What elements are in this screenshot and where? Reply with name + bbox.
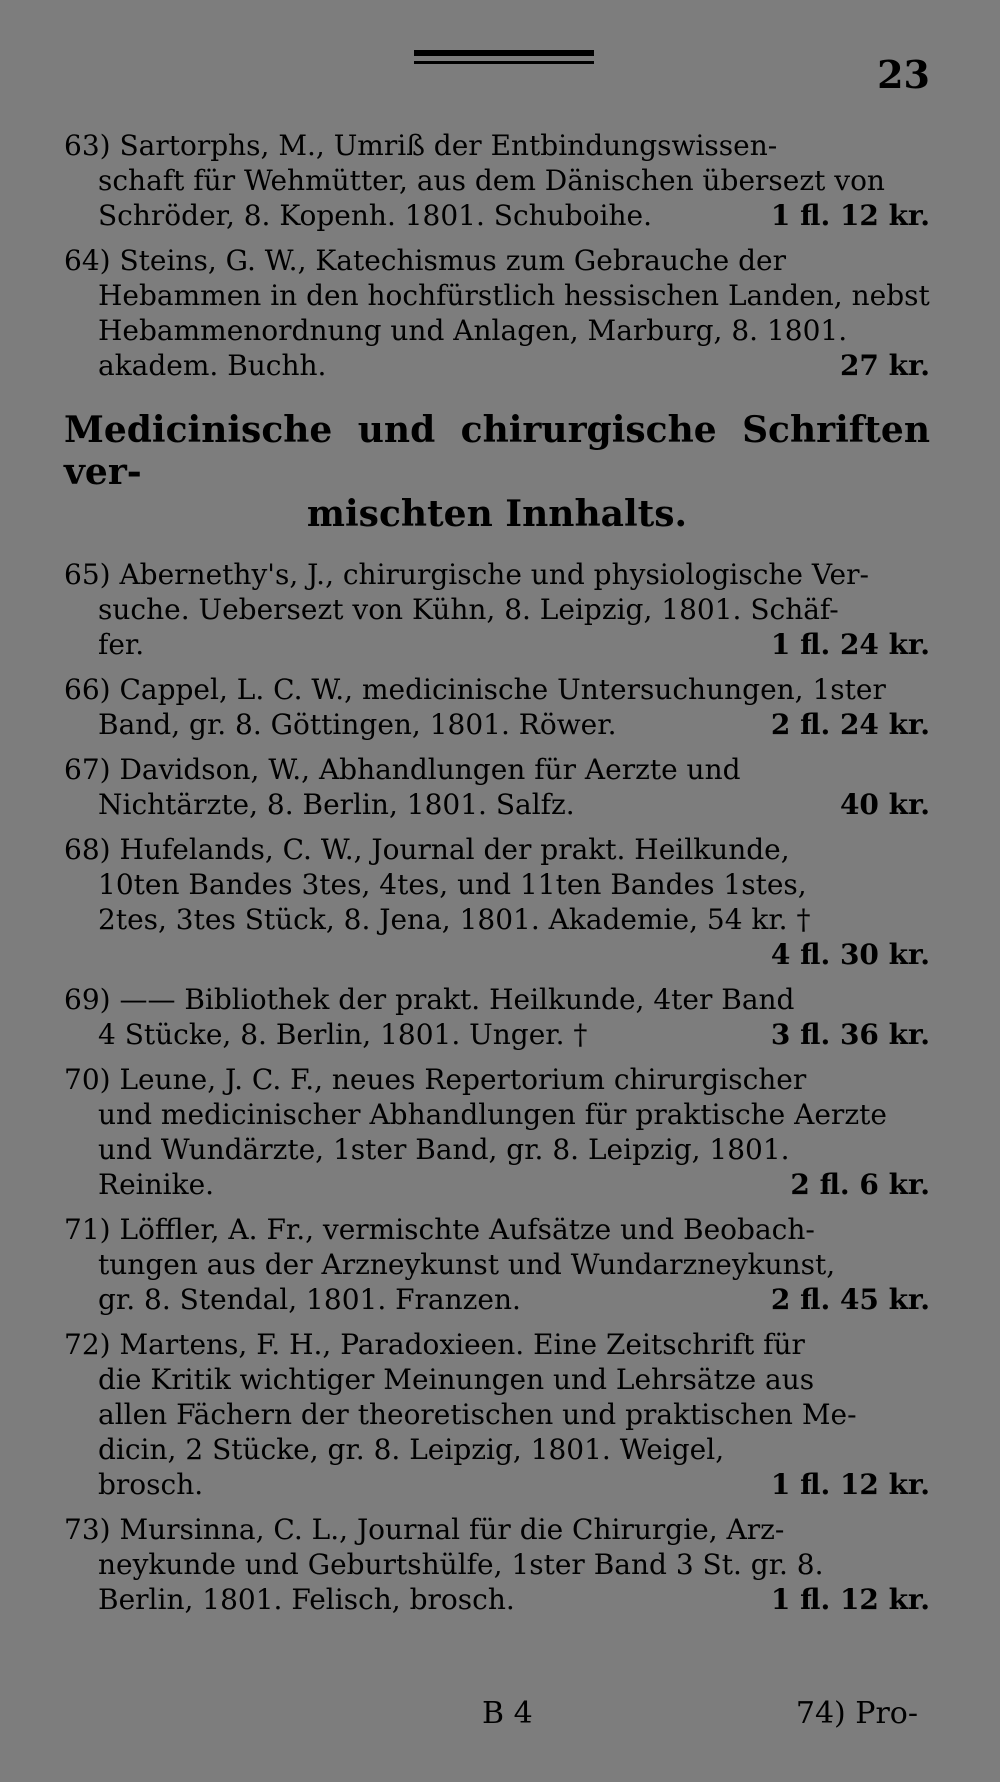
entry-publisher: fer. [98,628,145,661]
entry-line: Hebammenordnung und Anlagen, Marburg, 8. 1801. [98,314,848,347]
entry-last-line [64,1167,930,1202]
entry-publisher: Schröder, 8. Kopenh. 1801. Schuboihe. [98,199,652,232]
header-rule [414,50,594,64]
entry-last-line [64,707,930,742]
entry-line: 72) Martens, F. H., Paradoxieen. Eine Zeitschrift für [64,1328,805,1361]
bibliography-entry [64,982,930,1052]
bibliography-entry [64,1062,930,1202]
entry-price: 40 kr. [839,788,930,821]
section-heading-line-2: mischten Innhalts. [306,493,688,535]
entry-line: und medicinischer Abhandlungen für praktische Aerzte [98,1098,887,1131]
bibliography-entry [64,672,930,742]
entry-price: 2 fl. 45 kr. [770,1283,930,1316]
entry-line: 68) Hufelands, C. W., Journal der prakt. Heilkunde, [64,833,790,866]
entry-price: 2 fl. 6 kr. [790,1168,930,1201]
entry-last-line [64,1017,930,1052]
entry-publisher: Berlin, 1801. Felisch, brosch. [98,1583,515,1616]
entry-publisher: Nichtärzte, 8. Berlin, 1801. Salfz. [98,788,575,821]
entry-publisher: Band, gr. 8. Göttingen, 1801. Röwer. [98,708,617,741]
entry-last-line [64,1582,930,1617]
entry-line: neykunde und Geburtshülfe, 1ster Band 3 St. gr. 8. [98,1548,824,1581]
bibliography-entry [64,243,930,383]
entry-line: tungen aus der Arzneykunst und Wundarzneykunst, [98,1248,836,1281]
entry-publisher: Reinike. [98,1168,215,1201]
entry-last-line [64,198,930,233]
entry-last-line [64,937,930,972]
entry-price: 1 fl. 24 kr. [770,628,930,661]
section-heading-line-1: Medicinische und chirurgische Schriften ver- [64,409,930,493]
entry-line: 2tes, 3tes Stück, 8. Jena, 1801. Akademie, 54 kr. † [98,903,811,936]
entry-last-line [64,348,930,383]
entry-line: 66) Cappel, L. C. W., medicinische Untersuchungen, 1ster [64,673,886,706]
entry-price: 1 fl. 12 kr. [770,199,930,232]
entry-price: 4 fl. 30 kr. [770,938,930,971]
bibliography-entry [64,1212,930,1317]
entry-price: 3 fl. 36 kr. [770,1018,930,1051]
entry-last-line [64,1282,930,1317]
page-footer [0,1696,1000,1736]
entry-price: 2 fl. 24 kr. [770,708,930,741]
entry-line: suche. Uebersezt von Kühn, 8. Leipzig, 1801. Schäf- [98,593,839,626]
bibliography-entry [64,752,930,822]
bibliography-entry [64,557,930,662]
entries-bottom [64,557,930,1617]
page-number: 23 [877,52,930,97]
entry-line: dicin, 2 Stücke, gr. 8. Leipzig, 1801. Weigel, [98,1433,725,1466]
entry-line: 10ten Bandes 3tes, 4tes, und 11ten Bandes 1stes, [98,868,807,901]
entry-line: 64) Steins, G. W., Katechismus zum Gebrauche der [64,244,786,277]
entries-top [64,128,930,383]
entry-line: 71) Löffler, A. Fr., vermischte Aufsätze und Beobach- [64,1213,815,1246]
entry-line: schaft für Wehmütter, aus dem Dänischen übersezt von [98,164,885,197]
catchword: 74) Pro- [795,1696,918,1731]
entry-price: 1 fl. 12 kr. [770,1468,930,1501]
bibliography-entry [64,1327,930,1502]
entry-line: allen Fächern der theoretischen und praktischen Me- [98,1398,857,1431]
entry-line: 73) Mursinna, C. L., Journal für die Chirurgie, Arz- [64,1513,785,1546]
entry-publisher: akadem. Buchh. [98,349,327,382]
entry-line: 70) Leune, J. C. F., neues Repertorium chirurgischer [64,1063,807,1096]
entry-line: 63) Sartorphs, M., Umriß der Entbindungswissen- [64,129,778,162]
section-heading [64,409,930,535]
entry-last-line [64,787,930,822]
entry-line: und Wundärzte, 1ster Band, gr. 8. Leipzig, 1801. [98,1133,790,1166]
entry-line: 67) Davidson, W., Abhandlungen für Aerzte und [64,753,741,786]
entry-publisher: gr. 8. Stendal, 1801. Franzen. [98,1283,521,1316]
signature-mark: B 4 [482,1696,533,1731]
entry-price: 27 kr. [839,349,930,382]
entry-line: die Kritik wichtiger Meinungen und Lehrsätze aus [98,1363,815,1396]
bibliography-entry [64,1512,930,1617]
entry-last-line [64,627,930,662]
entry-last-line [64,1467,930,1502]
entry-line: 69) —— Bibliothek der prakt. Heilkunde, 4ter Band [64,983,795,1016]
page-content [64,128,930,1627]
bibliography-entry [64,128,930,233]
entry-publisher: brosch. [98,1468,204,1501]
entry-line: 65) Abernethy's, J., chirurgische und physiologische Ver- [64,558,869,591]
entry-line: Hebammen in den hochfürstlich hessischen Landen, nebst [98,279,930,312]
entry-publisher: 4 Stücke, 8. Berlin, 1801. Unger. † [98,1018,588,1051]
entry-price: 1 fl. 12 kr. [770,1583,930,1616]
bibliography-entry [64,832,930,972]
